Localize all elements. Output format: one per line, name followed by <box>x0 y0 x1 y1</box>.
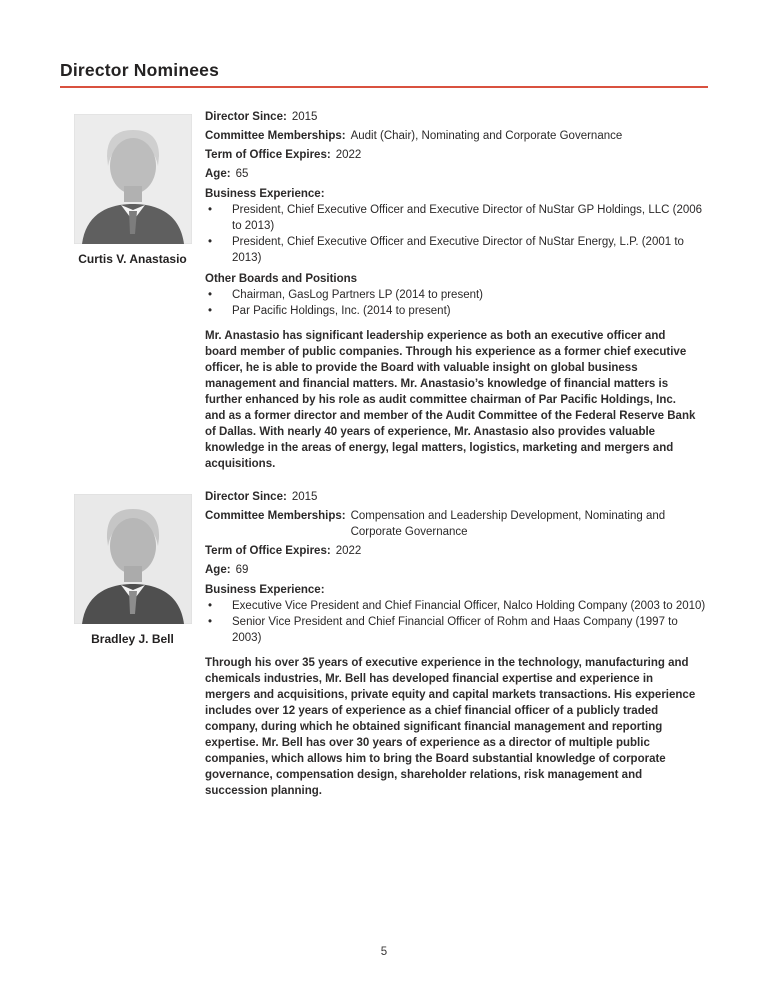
portrait-photo <box>74 114 192 244</box>
field-value: Compensation and Leadership Development, Nominating and Corporate Governance <box>350 510 666 538</box>
field-label: Director Since: <box>205 491 287 503</box>
director-details <box>205 488 708 799</box>
page-number: 5 <box>380 946 388 958</box>
list-item: • President, Chief Executive Officer and Executive Director of NuStar GP Holdings, LLC (2006 to 2013) <box>205 202 708 234</box>
director-summary: Through his over 35 years of executive experience in the technology, manufacturing and chemicals industries, Mr. Bell has developed financial expertise and experience in mergers and acquisitions, private equity and capital markets transactions. His experience includes over 12 years of experience as a chief financial officer of a publicly traded company, during which he obtained significant financial management and reporting expertise. Mr. Bell has over 30 years of experience as a director of multiple public companies, which allows him to bring the Board substantial knowledge of corporate governance, compensation design, shareholder relations, risk management and succession planning. <box>205 657 696 797</box>
list-item: • Par Pacific Holdings, Inc. (2014 to present) <box>205 303 708 319</box>
field-label: Committee Memberships: <box>205 130 346 142</box>
field-value: 69 <box>235 564 249 576</box>
director-profile-bell <box>60 488 708 799</box>
field-value: 2015 <box>291 491 318 503</box>
director-details <box>205 108 708 472</box>
photo-column <box>60 108 205 472</box>
field-label: Committee Memberships: <box>205 510 346 522</box>
director-summary: Mr. Anastasio has significant leadership experience as both an executive officer and board member of public companies. Through his experience as a former chief executive officer, he is able to provide the Board with valuable insight on global business management and financial matters. Mr. Anastasio’s knowledge of financial matters is further enhanced by his role as audit committee chairman of Par Pacific Holdings, Inc. and as a former director and member of the Audit Committee of the Federal Reserve Bank of Dallas. With nearly 40 years of experience, Mr. Anastasio also provides valuable knowledge in the areas of energy, legal matters, logistics, marketing and mergers and acquisitions. <box>205 330 696 470</box>
field-label: Term of Office Expires: <box>205 149 331 161</box>
list-item: • Executive Vice President and Chief Financial Officer, Nalco Holding Company (2003 to 2010) <box>205 598 708 614</box>
field-value: Audit (Chair), Nominating and Corporate Governance <box>350 130 623 142</box>
list-item: • Senior Vice President and Chief Financial Officer of Rohm and Haas Company (1997 to 2003) <box>205 614 708 646</box>
field-committee-memberships <box>205 508 708 540</box>
field-value: 2015 <box>291 111 318 123</box>
section-heading-business-experience: Business Experience: <box>205 188 325 200</box>
field-value: 65 <box>235 168 249 180</box>
field-director-since <box>205 109 708 125</box>
section-heading-other-boards: Other Boards and Positions <box>205 273 358 285</box>
director-profile-anastasio <box>60 108 708 472</box>
list-item: • Chairman, GasLog Partners LP (2014 to present) <box>205 287 708 303</box>
section-heading-business-experience: Business Experience: <box>205 584 325 596</box>
list-item: • President, Chief Executive Officer and Executive Director of NuStar Energy, L.P. (2001 to 2013) <box>205 234 708 266</box>
field-label: Term of Office Expires: <box>205 545 331 557</box>
field-label: Age: <box>205 564 231 576</box>
field-label: Age: <box>205 168 231 180</box>
director-name: Curtis V. Anastasio <box>78 252 187 266</box>
field-term-expires <box>205 543 708 559</box>
business-experience-list <box>205 202 708 266</box>
director-name: Bradley J. Bell <box>91 632 174 646</box>
other-boards-list <box>205 287 708 319</box>
field-term-expires <box>205 147 708 163</box>
field-age <box>205 166 708 182</box>
page-title: Director Nominees <box>60 60 708 88</box>
business-experience-list <box>205 598 708 646</box>
field-value: 2022 <box>335 545 362 557</box>
field-director-since <box>205 489 708 505</box>
portrait-photo <box>74 494 192 624</box>
field-value: 2022 <box>335 149 362 161</box>
field-label: Director Since: <box>205 111 287 123</box>
field-committee-memberships <box>205 128 708 144</box>
field-age <box>205 562 708 578</box>
photo-column <box>60 488 205 799</box>
